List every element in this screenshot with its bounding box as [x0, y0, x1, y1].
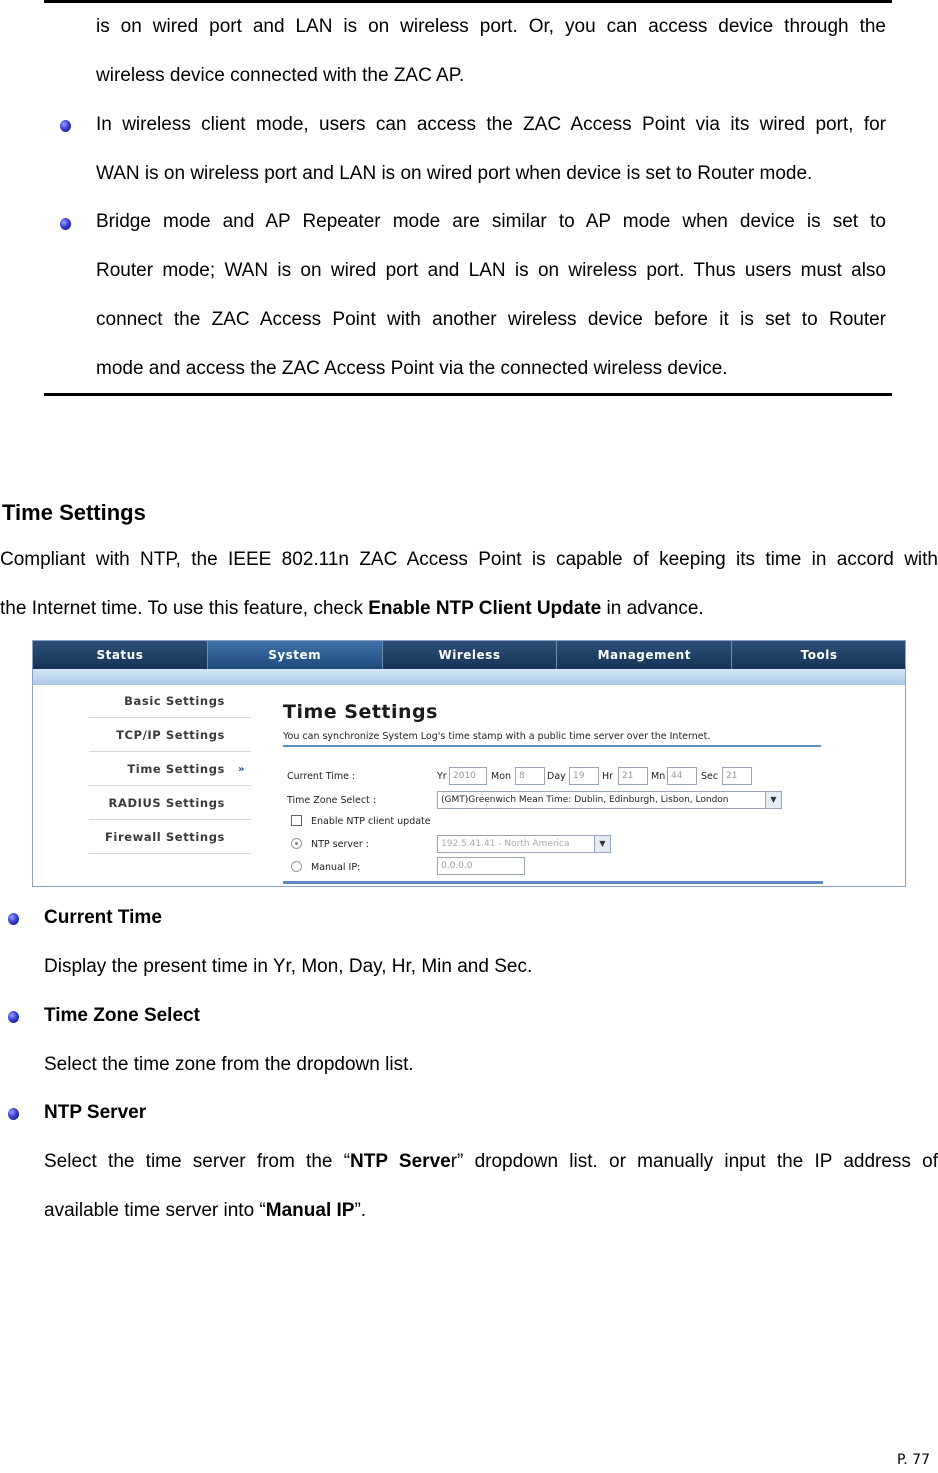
menu-item-firewall-settings[interactable]: Firewall Settings: [89, 821, 251, 854]
ntp-server-label: NTP server :: [311, 839, 369, 850]
ntp-server-radio[interactable]: [291, 838, 302, 849]
panel-subtitle: You can synchronize System Log's time stamp with a public time server over the Internet.: [283, 731, 711, 742]
note-text: Bridge mode and AP Repeater mode are similar to AP mode when device is set to: [96, 211, 886, 232]
menu-item-basic-settings[interactable]: Basic Settings: [89, 685, 251, 718]
note-box: [44, 0, 892, 396]
tab-wireless[interactable]: Wireless: [383, 641, 558, 669]
time-settings-screenshot: [32, 640, 906, 887]
note-text: WAN is on wireless port and LAN is on wired port when device is set to Router mode.: [96, 163, 813, 184]
intro-paragraph: [0, 598, 938, 620]
tab-system[interactable]: System: [208, 641, 383, 669]
tab-management[interactable]: Management: [557, 641, 732, 669]
desc-emphasis: Manual IP: [265, 1200, 355, 1221]
menu-item-tcpip-settings[interactable]: TCP/IP Settings: [89, 719, 251, 752]
intro-text: the Internet time. To use this feature, check: [0, 598, 369, 619]
hr-field[interactable]: 21: [618, 767, 648, 785]
divider: [283, 745, 821, 747]
bullet-icon: [60, 120, 71, 132]
yr-label: Yr: [437, 771, 447, 782]
panel-title: Time Settings: [283, 701, 438, 723]
manual-ip-label: Manual IP:: [311, 862, 361, 873]
menu-item-label: Time Settings: [127, 762, 225, 776]
item-desc-ntp-server: [44, 1200, 366, 1222]
bullet-icon: [8, 1011, 19, 1023]
ntp-enable-label: Enable NTP client update: [311, 816, 431, 827]
content-panel: [283, 701, 823, 747]
manual-ip-radio[interactable]: [291, 861, 302, 872]
bullet-icon: [8, 1108, 19, 1120]
item-title-time-zone: Time Zone Select: [44, 1005, 200, 1026]
bullet-icon: [8, 913, 19, 925]
day-label: Day: [547, 771, 566, 782]
mn-field[interactable]: 44: [667, 767, 697, 785]
desc-text: available time server into “: [44, 1200, 266, 1221]
item-desc-ntp-server: [44, 1151, 938, 1173]
current-time-label: Current Time :: [287, 771, 356, 782]
menu-item-time-settings[interactable]: [89, 753, 251, 786]
hr-label: Hr: [602, 771, 614, 782]
ntp-server-select[interactable]: [437, 835, 611, 853]
ntp-enable-checkbox[interactable]: [291, 815, 302, 826]
mn-label: Mn: [651, 771, 666, 782]
item-desc-time-zone: Select the time zone from the dropdown list.: [44, 1054, 414, 1075]
page-number: P. 77: [897, 1452, 930, 1468]
item-title-current-time: Current Time: [44, 907, 162, 928]
note-text: connect the ZAC Access Point with another wireless device before it is set to Router: [96, 309, 886, 330]
mon-field[interactable]: 8: [515, 767, 545, 785]
desc-text: r” dropdown list. or manually input the IP address of: [450, 1151, 938, 1172]
timezone-select[interactable]: [437, 791, 782, 809]
tab-tools[interactable]: Tools: [732, 641, 906, 669]
intro-text: in advance.: [601, 598, 704, 619]
timezone-label: Time Zone Select :: [287, 795, 377, 806]
intro-emphasis: Enable NTP Client Update: [368, 598, 602, 619]
note-text: Router mode; WAN is on wired port and LAN is on wireless port. Thus users must also: [96, 260, 886, 281]
sec-label: Sec: [701, 771, 719, 782]
note-text: wireless device connected with the ZAC AP.: [96, 65, 465, 86]
bullet-icon: [60, 218, 71, 230]
item-title-ntp-server: NTP Server: [44, 1102, 147, 1123]
chevron-down-icon: ▼: [765, 792, 781, 808]
note-text: In wireless client mode, users can access the ZAC Access Point via its wired port, for: [96, 114, 886, 135]
manual-ip-field[interactable]: 0.0.0.0: [437, 857, 525, 875]
day-field[interactable]: 19: [569, 767, 599, 785]
side-menu: [33, 685, 251, 887]
top-nav: [33, 641, 906, 669]
chevron-down-icon: ▼: [594, 836, 610, 852]
mon-label: Mon: [491, 771, 512, 782]
menu-item-radius-settings[interactable]: RADIUS Settings: [89, 787, 251, 820]
timezone-value: (GMT)Greenwich Mean Time: Dublin, Edinburgh, Lisbon, London: [441, 795, 729, 805]
desc-text: ”.: [354, 1200, 367, 1221]
chevron-right-icon: »: [237, 764, 245, 775]
note-text: mode and access the ZAC Access Point via the connected wireless device.: [96, 358, 728, 379]
nav-strip: [33, 669, 906, 685]
sec-field[interactable]: 21: [722, 767, 752, 785]
item-desc-current-time: Display the present time in Yr, Mon, Day, Hr, Min and Sec.: [44, 956, 533, 977]
desc-emphasis: NTP Serve: [350, 1151, 451, 1172]
desc-text: Select the time server from the “: [44, 1151, 351, 1172]
yr-field[interactable]: 2010: [449, 767, 487, 785]
ntp-server-value: 192.5.41.41 - North America: [441, 839, 570, 849]
intro-paragraph: Compliant with NTP, the IEEE 802.11n ZAC Access Point is capable of keeping its time in accord with: [0, 549, 938, 570]
tab-status[interactable]: Status: [33, 641, 208, 669]
divider: [283, 881, 823, 884]
note-text: is on wired port and LAN is on wireless port. Or, you can access device through the: [96, 16, 886, 37]
section-title: Time Settings: [2, 500, 146, 525]
